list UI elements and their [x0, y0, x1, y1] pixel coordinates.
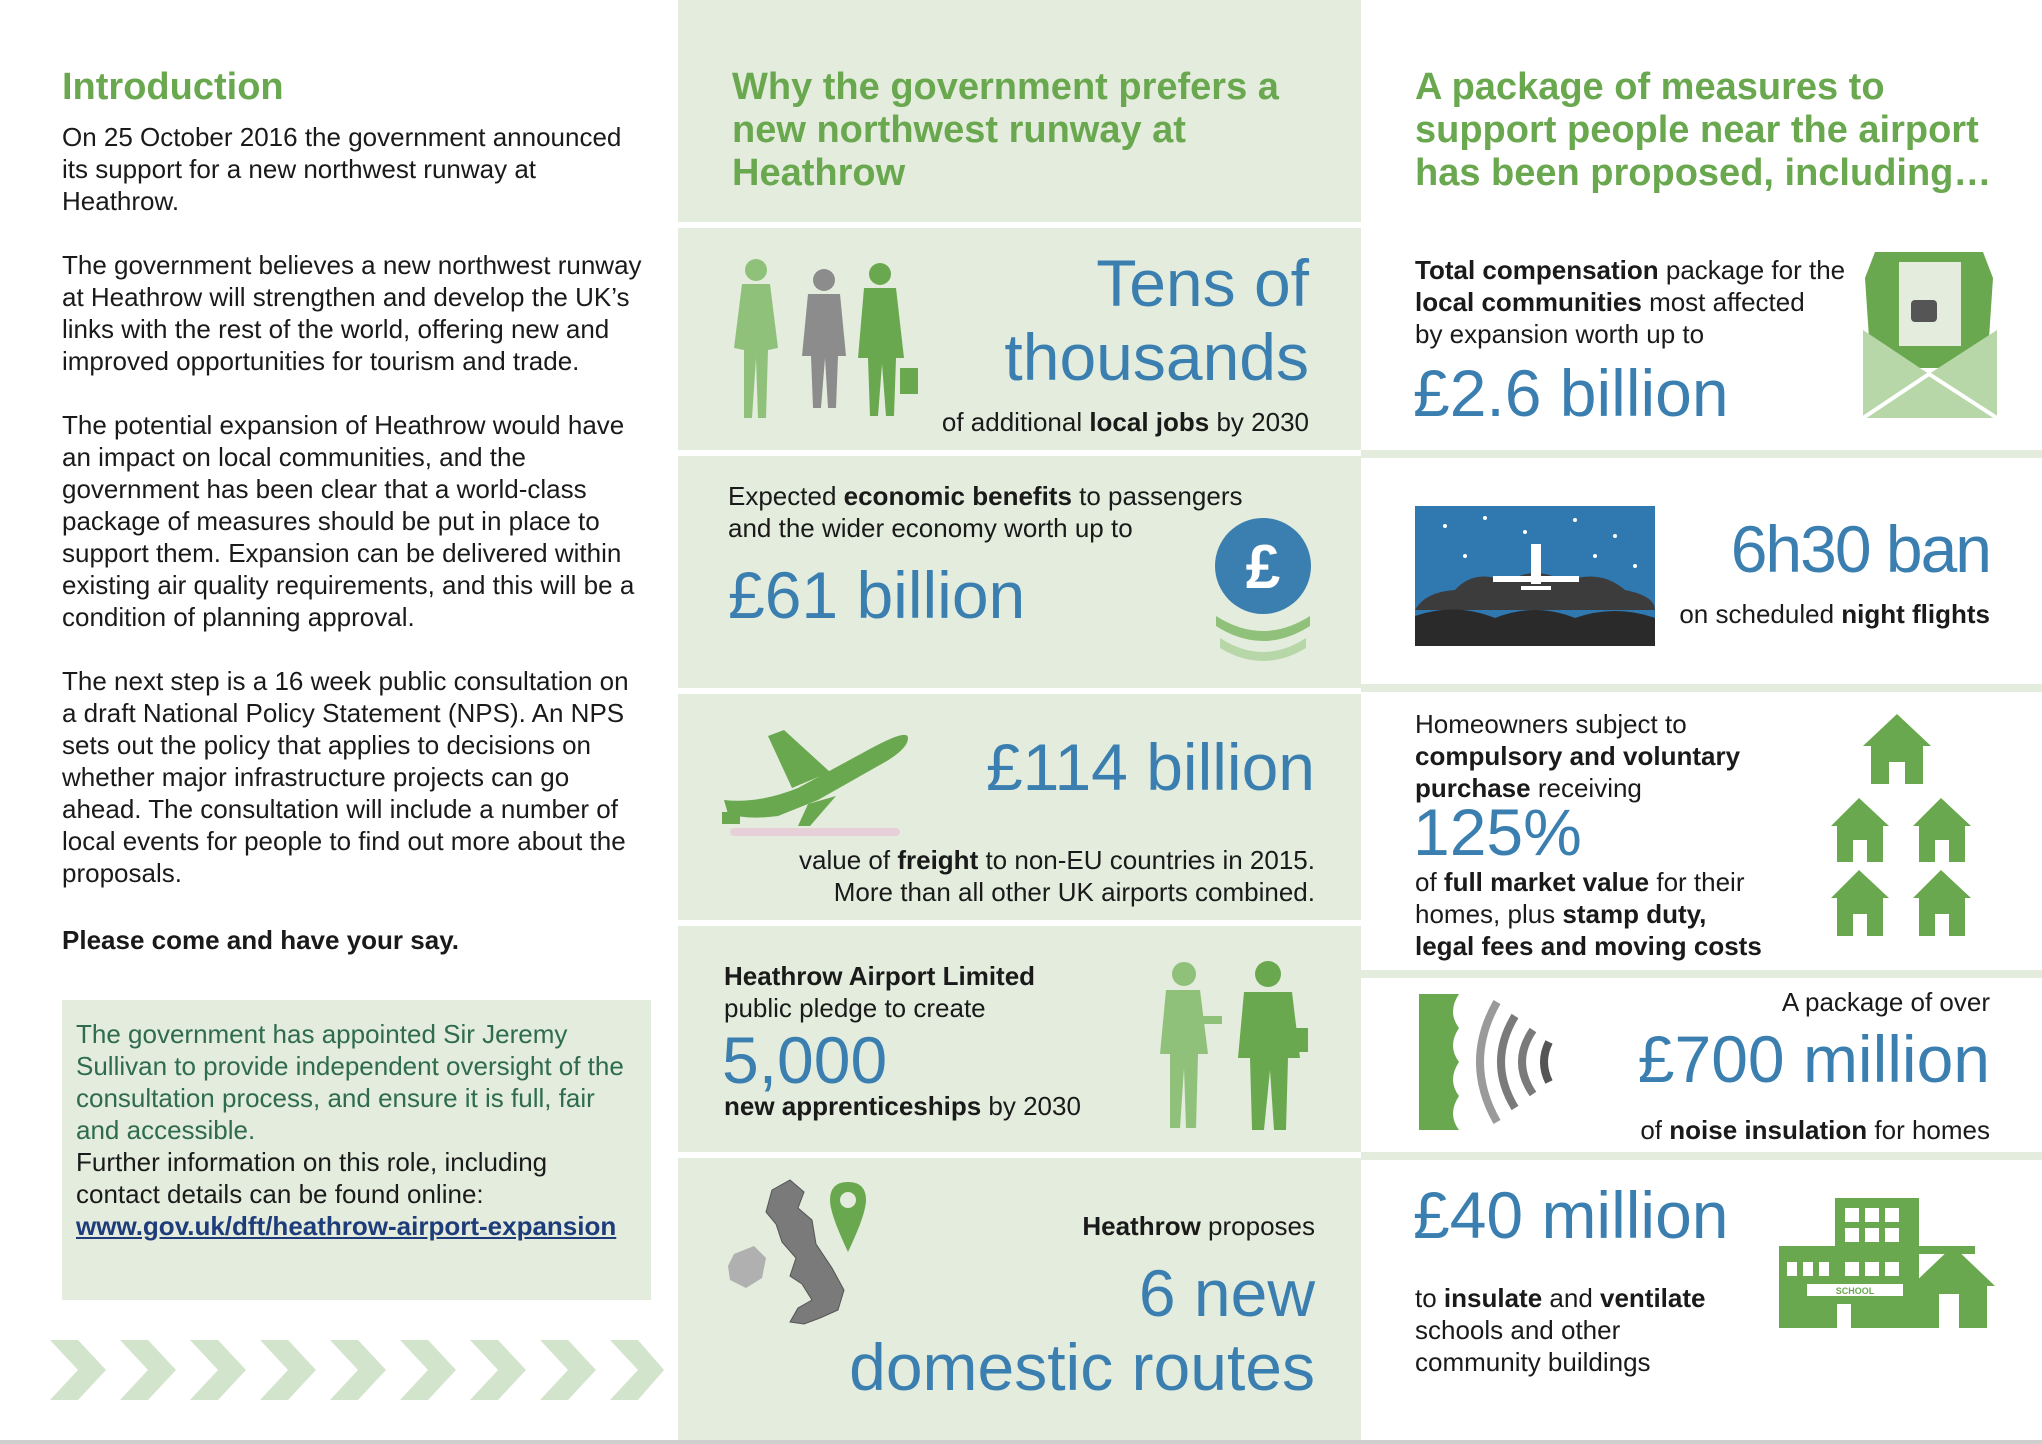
routes-panel	[678, 1158, 1361, 1444]
homeowners-detail: of full market value for their homes, plus stamp duty, legal fees and moving costs	[1415, 867, 1762, 961]
noise-pre-caption: A package of over	[1781, 987, 1990, 1017]
workers-icon	[1148, 958, 1318, 1138]
freight-caption: value of freight to non-EU countries in 2015.	[799, 845, 1315, 875]
divider	[1361, 970, 2042, 978]
intro-column	[0, 0, 678, 1444]
oversight-text: The government has appointed Sir Jeremy Sullivan to provide independent oversight of the consultation process, and ensure it is full, fair and accessible.	[76, 1019, 624, 1145]
homeowners-caption: Homeowners subject to compulsory and voluntary purchase receiving	[1415, 709, 1741, 803]
apprentices-panel	[678, 926, 1361, 1152]
jobs-figure-line2: thousands	[1004, 320, 1309, 394]
routes-caption: Heathrow proposes	[1082, 1211, 1315, 1241]
compensation-figure: £2.6 billion	[1413, 356, 1729, 430]
oversight-info: Further information on this role, including contact details can be found online:	[76, 1147, 548, 1209]
economic-figure: £61 billion	[728, 558, 1026, 632]
airplane-icon	[718, 708, 918, 828]
freight-caption-2: More than all other UK airports combined.	[833, 877, 1315, 907]
coin-stack-icon	[1208, 516, 1318, 676]
noise-caption: of noise insulation for homes	[1640, 1115, 1990, 1145]
routes-figure-line2: domestic routes	[849, 1330, 1315, 1404]
compensation-caption: Total compensation package for the local communities most affected by expansion worth up to	[1415, 255, 1846, 349]
economic-panel	[678, 456, 1361, 688]
intro-paragraph-1: On 25 October 2016 the government announced its support for a new northwest runway at Heathrow.	[62, 122, 622, 216]
pound-symbol: £	[1245, 533, 1281, 602]
oversight-link[interactable]: www.gov.uk/dft/heathrow-airport-expansion	[76, 1211, 617, 1241]
why-header-panel	[678, 0, 1361, 222]
houses-icon	[1831, 714, 1991, 944]
why-column	[678, 0, 1361, 1444]
routes-figure	[849, 1256, 1315, 1404]
why-title: Why the government prefers a new northwest runway at Heathrow	[732, 66, 1279, 194]
freight-panel	[678, 694, 1361, 920]
apprentices-caption: new apprenticeships by 2030	[724, 1091, 1081, 1121]
night-ban-figure: 6h30 ban	[1730, 512, 1990, 586]
apprentices-line2: public pledge to create	[724, 993, 986, 1023]
school-sign: SCHOOL	[1835, 1286, 1875, 1296]
divider	[1361, 684, 2042, 692]
jobs-figure	[1004, 246, 1309, 394]
night-ban-caption: on scheduled night flights	[1679, 599, 1990, 629]
runway-stripe	[730, 828, 900, 836]
bottom-border	[0, 1440, 2042, 1444]
noise-wall-icon	[1415, 990, 1595, 1140]
apprentices-org: Heathrow Airport Limited	[724, 961, 1036, 991]
schools-figure: £40 million	[1413, 1178, 1729, 1252]
jobs-panel	[678, 228, 1361, 450]
intro-paragraph-4: The next step is a 16 week public consultation on a draft National Policy Statement (NPS). An NPS sets out the policy that applies to decisions on whether major infrastructure projects can go ahead. The consultation will include a number of local events for people to find out more about the proposals.	[62, 666, 629, 888]
jobs-figure-line1: Tens of	[1096, 246, 1309, 320]
chevron-decoration-icon	[44, 1336, 664, 1406]
measures-column	[1361, 0, 2042, 1444]
oversight-box	[62, 1000, 651, 1300]
money-envelope-icon	[1861, 248, 2001, 422]
divider	[1361, 450, 2042, 458]
freight-figure: £114 billion	[985, 730, 1315, 804]
night-plane-icon	[1415, 506, 1655, 646]
people-icon	[728, 258, 928, 428]
schools-caption: to insulate and ventilate schools and other community buildings	[1415, 1283, 1706, 1377]
economic-caption-2: and the wider economy worth up to	[728, 513, 1133, 543]
intro-cta: Please come and have your say.	[62, 925, 459, 955]
measures-title: A package of measures to support people near the airport has been proposed, including…	[1415, 66, 1992, 194]
routes-figure-line1: 6 new	[1138, 1256, 1315, 1330]
jobs-caption: of additional local jobs by 2030	[941, 407, 1309, 437]
location-pin-icon	[828, 1180, 868, 1254]
homeowners-figure: 125%	[1413, 795, 1582, 869]
intro-paragraph-2: The government believes a new northwest runway at Heathrow will strengthen and develop the UK’s links with the rest of the world, offering new and improved opportunities for tourism and trade.	[62, 250, 642, 376]
apprentices-figure: 5,000	[722, 1023, 888, 1097]
school-building-icon	[1777, 1194, 2007, 1334]
intro-title: Introduction	[62, 66, 284, 108]
divider	[1361, 1152, 2042, 1160]
noise-figure: £700 million	[1637, 1022, 1990, 1096]
intro-paragraph-3: The potential expansion of Heathrow would have an impact on local communities, and the government has been clear that a world-class package of measures should be put in place to support them. Expansion can be delivered within existing air quality requirements, and this will be a condition of planning approval.	[62, 410, 635, 632]
economic-caption: Expected economic benefits to passengers	[728, 481, 1243, 511]
